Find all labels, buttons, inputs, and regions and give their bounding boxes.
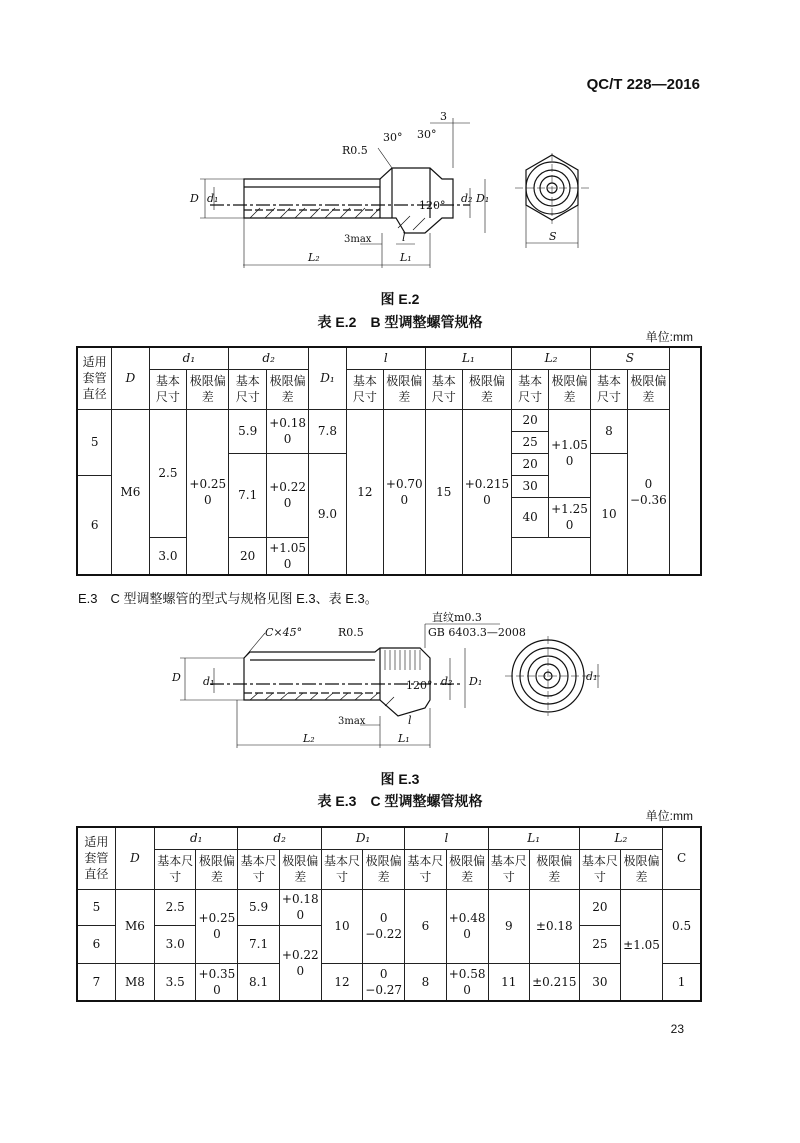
e3-D1d: 0 −0.22	[363, 889, 405, 963]
e3-ld: +0.58 0	[446, 963, 488, 1001]
e2-sub: 极限偏差	[627, 369, 669, 409]
e2-three-label: 3	[440, 110, 447, 123]
e3-h-L2: L₂	[579, 827, 662, 849]
e2-l-basic: 12	[346, 409, 383, 575]
e2-h-S: S	[590, 347, 669, 369]
e2-h-d1: d₁	[149, 347, 229, 369]
e2-L1-basic: 15	[425, 409, 462, 575]
e2-L2-dev: +1.25 0	[549, 497, 591, 537]
e3-sub: 极限偏差	[363, 849, 405, 889]
e3-d1-label: d₁	[203, 675, 215, 688]
e2-S-basic: 8	[590, 409, 627, 453]
e2-ang1-label: 30°	[383, 131, 403, 144]
e3-dia: 6	[77, 925, 115, 963]
e3-h-L1: L₁	[488, 827, 579, 849]
e3-D1d: 0 −0.27	[363, 963, 405, 1001]
e3-L1b: 11	[488, 963, 529, 1001]
e3-d2b: 8.1	[238, 963, 279, 1001]
e3-h-dia: 适用套管直径	[77, 827, 115, 889]
e2-sub: 基本尺寸	[149, 369, 187, 409]
e2-D-label: D	[190, 192, 199, 205]
table-e2-unit: 单位:mm	[645, 330, 693, 344]
e3-L1b: 9	[488, 889, 529, 963]
e3-d1d: +0.25 0	[196, 889, 238, 963]
table-e3-caption: 表 E.3 C 型调整螺管规格	[317, 793, 483, 809]
figure-e2-caption: 图 E.2	[380, 291, 420, 307]
e2-sub: 极限偏差	[549, 369, 591, 409]
e3-d1b: 3.0	[155, 925, 196, 963]
e3-ld: +0.48 0	[446, 889, 488, 963]
e3-sub: 基本尺寸	[579, 849, 620, 889]
table-e3-unit: 单位:mm	[645, 809, 693, 823]
e2-D: M6	[112, 409, 149, 575]
e3-d2d: +0.18 0	[279, 889, 321, 925]
e3-sub: 极限偏差	[196, 849, 238, 889]
e2-3max-label: 3max	[344, 234, 372, 245]
figure-e3-caption: 图 E.3	[380, 771, 420, 787]
e2-h-D1: D₁	[309, 347, 347, 409]
e2-D1: 9.0	[309, 453, 347, 575]
e3-L1d: ±0.215	[529, 963, 579, 1001]
e3-d2-label: d₂	[441, 675, 453, 688]
e2-dia-5: 5	[77, 409, 112, 475]
e3-sub: 基本尺寸	[488, 849, 529, 889]
e2-d1-basic: 2.5	[149, 409, 187, 537]
e2-dia-6: 6	[77, 475, 112, 575]
e3-D: M8	[115, 963, 154, 1001]
e3-ang120-label: 120°	[406, 679, 433, 692]
e3-L2b: 20	[579, 889, 620, 925]
paragraph-e3: E.3 C 型调整螺管的型式与规格见图 E.3、表 E.3。	[78, 591, 378, 606]
e2-L2: 25	[512, 431, 549, 453]
e2-d2-dev: +0.22 0	[267, 453, 309, 537]
e3-sub: 基本尺寸	[321, 849, 362, 889]
e3-d2b: 5.9	[238, 889, 279, 925]
e3-L1-label: L₁	[398, 732, 410, 745]
e2-r-label: R0.5	[342, 144, 368, 157]
e2-h-l: l	[346, 347, 425, 369]
e3-sub: 极限偏差	[279, 849, 321, 889]
e3-r-label: R0.5	[338, 626, 364, 639]
e2-S-basic: 10	[590, 453, 627, 575]
e2-l-dev: +0.70 0	[383, 409, 425, 575]
e2-d2-label: d₂	[461, 192, 473, 205]
e2-h-D: D	[112, 347, 149, 409]
e3-C: 0.5	[663, 889, 701, 963]
e2-l-label: l	[402, 231, 406, 244]
e3-sub: 基本尺寸	[405, 849, 446, 889]
e3-L1d: ±0.18	[529, 889, 579, 963]
e2-L2: 20	[229, 537, 267, 575]
e3-h-d2: d₂	[238, 827, 321, 849]
e3-cham-label: C×45°	[265, 626, 303, 639]
e2-h-d2: d₂	[229, 347, 309, 369]
e2-L2: 30	[512, 475, 549, 497]
e2-sub: 基本尺寸	[590, 369, 627, 409]
e2-h-L2: L₂	[512, 347, 591, 369]
e3-d1d: +0.35 0	[196, 963, 238, 1001]
e3-knurl1-label: 直纹m0.3	[432, 611, 482, 624]
e2-sub: 基本尺寸	[512, 369, 549, 409]
e3-h-C: C	[663, 827, 701, 889]
e3-D: M6	[115, 889, 154, 963]
e2-d2-dev: +0.18 0	[267, 409, 309, 453]
page-number: 23	[670, 1022, 684, 1036]
e2-h-dia: 适用套管直径	[77, 347, 112, 409]
e2-S-label: S	[549, 230, 557, 243]
e3-h-l: l	[405, 827, 488, 849]
e2-d1-basic: 3.0	[149, 537, 187, 575]
e3-3max-label: 3max	[338, 716, 366, 727]
table-e3	[76, 826, 702, 1002]
e2-d2-basic: 7.1	[229, 453, 267, 537]
e2-L2: 20	[512, 409, 549, 431]
e2-d1-dev: +0.25 0	[187, 409, 229, 575]
e3-sub: 基本尺寸	[155, 849, 196, 889]
e2-sub: 基本尺寸	[229, 369, 267, 409]
e2-ang2-label: 30°	[417, 128, 437, 141]
e3-knurl2-label: GB 6403.3—2008	[428, 626, 526, 639]
e2-L2-label: L₂	[308, 251, 320, 264]
e2-L1-dev: +0.215 0	[462, 409, 511, 575]
e3-L2-label: L₂	[303, 732, 315, 745]
e2-ang120-label: 120°	[419, 199, 446, 212]
e2-d1-label: d₁	[207, 192, 219, 205]
e2-D1-label: D₁	[476, 192, 490, 205]
e3-lb: 8	[405, 963, 446, 1001]
e3-dia: 7	[77, 963, 115, 1001]
e3-L2b: 25	[579, 925, 620, 963]
e3-L2d: ±1.05	[621, 889, 663, 1001]
e2-sub: 极限偏差	[187, 369, 229, 409]
e2-d2-basic: 5.9	[229, 409, 267, 453]
e2-h-L1: L₁	[425, 347, 511, 369]
e3-h-d1: d₁	[155, 827, 238, 849]
e3-sub: 极限偏差	[621, 849, 663, 889]
e2-L2: 20	[512, 453, 549, 475]
e2-D1: 7.8	[309, 409, 347, 453]
e3-h-D: D	[115, 827, 154, 889]
e3-D1-label: D₁	[469, 675, 483, 688]
e2-L1-label: L₁	[400, 251, 412, 264]
e3-h-D1: D₁	[321, 827, 404, 849]
e3-D1b: 10	[321, 889, 362, 963]
e2-L2-dev: +1.05 0	[267, 537, 309, 575]
e2-sub: 基本尺寸	[346, 369, 383, 409]
e2-sub: 极限偏差	[267, 369, 309, 409]
table-e2	[76, 346, 702, 576]
e3-d2d: +0.22 0	[279, 925, 321, 1001]
e2-L2: 40	[512, 497, 549, 537]
e3-d1b: 3.5	[155, 963, 196, 1001]
e2-L2-dev: +1.05 0	[549, 409, 591, 497]
e3-D-label: D	[172, 671, 181, 684]
e3-d1b-label: d₁	[586, 670, 598, 683]
e3-d2b: 7.1	[238, 925, 279, 963]
e3-sub: 极限偏差	[529, 849, 579, 889]
e2-sub: 基本尺寸	[425, 369, 462, 409]
e2-S-dev: 0 −0.36	[627, 409, 669, 575]
e3-L2b: 30	[579, 963, 620, 1001]
e3-d1b: 2.5	[155, 889, 196, 925]
e3-sub: 基本尺寸	[238, 849, 279, 889]
e3-C: 1	[663, 963, 701, 1001]
e3-dia: 5	[77, 889, 115, 925]
e3-l-label: l	[408, 714, 412, 727]
e3-lb: 6	[405, 889, 446, 963]
e2-sub: 极限偏差	[462, 369, 511, 409]
figure-e2-drawing	[170, 108, 630, 273]
doc-code: QC/T 228—2016	[586, 76, 700, 93]
e3-sub: 极限偏差	[446, 849, 488, 889]
table-e2-caption: 表 E.2 B 型调整螺管规格	[317, 314, 483, 330]
figure-e3-drawing	[170, 608, 630, 756]
e2-sub: 极限偏差	[383, 369, 425, 409]
e3-D1b: 12	[321, 963, 362, 1001]
